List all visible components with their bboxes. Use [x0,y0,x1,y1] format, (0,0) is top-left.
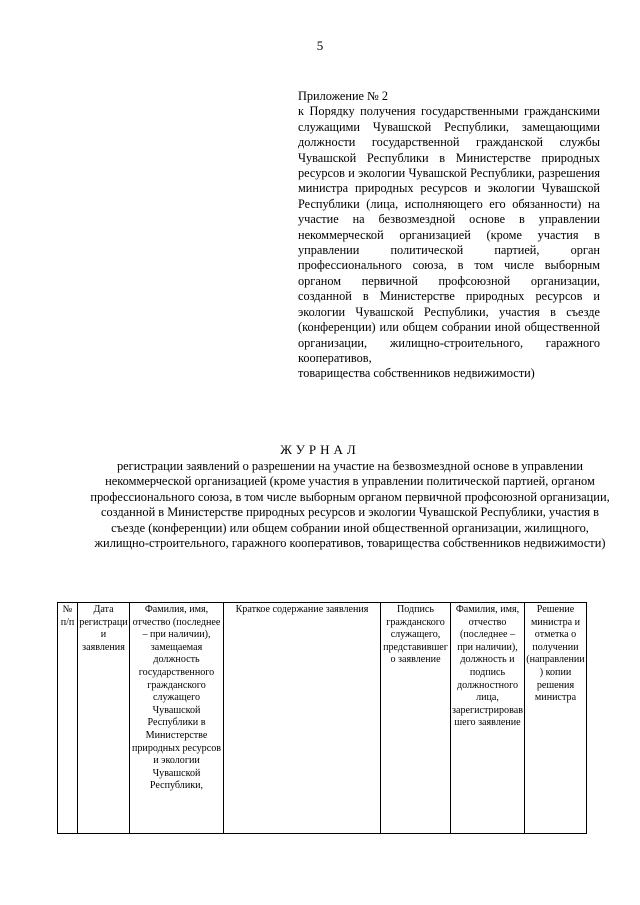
column-header-signature: Подпись гражданского служащего, представившего заявление [381,603,451,834]
appendix-title: Приложение № 2 [298,89,389,103]
registration-table [57,602,587,834]
column-header-date: Дата регистрации заявления [78,603,130,834]
column-header-number: № п/п [58,603,78,834]
column-header-summary: Краткое содержание заявления [224,603,381,834]
column-header-registrar: Фамилия, имя, отчество (последнее – при наличии), должность и подпись должностного лица, зарегистрировавшего заявление [451,603,525,834]
appendix-block [298,89,600,382]
journal-subtitle: регистрации заявлений о разрешении на участие на безвозмездной основе в управлении некоммерческой организацией (кроме участия в управлении политической партией, органом профессионального союза, в том числе выборным органом первичной профсоюзной организации, созданной в Министерстве природных ресурсов и экологии Чувашской Республики, участия в съезде (конференции) или общем собрании иной общественной организации, жилищного, жилищно-строительного, гаражного кооперативов, товарищества собственников недвижимости) [90,459,610,551]
appendix-body: к Порядку получения государственными гражданскими служащими Чувашской Республики, замещающими должности государственной гражданской службы Чувашской Республики в Министерстве природных ресурсов и экологии Чувашской Республики, разрешения министра природных ресурсов и экологии Чувашской Республики (лица, исполняющего его обязанности) на участие на безвозмездной основе в управлении некоммерческой организацией (кроме участия в управлении политической партией, орган профессионального союза, в том числе выборным органом первичной профсоюзной организации, созданной в Министерстве природных ресурсов и экологии Чувашской Республики, участия в съезде (конференции) или общем собрании иной общественной организации, жилищно-строительного, гаражного кооперативов, [298,104,600,365]
column-header-decision: Решение министра и отметка о получении (направлении) копии решения министра [525,603,587,834]
table-header-row [58,603,587,834]
journal-title: ЖУРНАЛ [280,442,360,457]
page-number: 5 [316,38,324,53]
appendix-last-line: товарищества собственников недвижимости) [298,366,535,381]
column-header-employee: Фамилия, имя, отчество (последнее – при наличии), замещаемая должность государственного гражданского служащего Чувашской Республики в Министерстве природных ресурсов и экологии Чувашской Республики, [130,603,224,834]
